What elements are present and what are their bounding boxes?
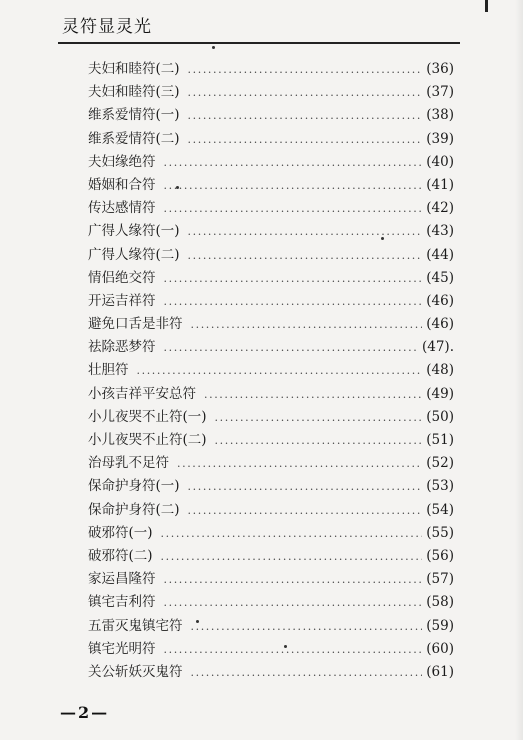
- toc-entry: [88, 243, 454, 266]
- toc-dot-leader: [191, 666, 423, 679]
- toc-entry-title: 避免口舌是非符: [88, 316, 183, 333]
- scan-speck: [284, 645, 287, 648]
- toc-entry-title: 维系爱情符(一): [88, 107, 180, 124]
- toc-entry-page: (43): [426, 223, 454, 240]
- toc-entry-page: (46): [426, 292, 454, 309]
- toc-entry-title: 夫妇和睦符(三): [88, 84, 180, 101]
- toc-entry: [88, 498, 454, 521]
- toc-entry-title: 五雷灭鬼镇宅符: [88, 617, 183, 634]
- toc-entry-title: 小儿夜哭不止符(二): [88, 432, 207, 448]
- toc-dot-leader: [204, 388, 422, 401]
- toc-entry-page: (38): [426, 107, 454, 124]
- toc-entry: [88, 614, 454, 637]
- toc-entry: [88, 127, 454, 150]
- toc-entry: [88, 637, 454, 660]
- toc-entry-page: (61): [426, 663, 454, 680]
- running-header-title: 灵符显灵光: [62, 17, 152, 37]
- toc-dot-leader: [188, 249, 423, 262]
- toc-entry-page: (41): [426, 176, 454, 193]
- toc-entry-page: (44): [426, 246, 454, 263]
- toc-dot-leader: [215, 434, 423, 447]
- toc-entry: [88, 289, 454, 312]
- scan-speck: [381, 237, 384, 240]
- toc-entry-title: 家运昌隆符: [88, 571, 156, 588]
- toc-entry-title: 治母乳不足符: [88, 455, 169, 472]
- toc-entry-title: 情侣绝交符: [88, 269, 156, 286]
- toc-entry-page: (39): [426, 130, 454, 147]
- toc-entry-title: 小孩吉祥平安总符: [88, 385, 196, 402]
- toc-dot-leader: [161, 527, 423, 540]
- toc-entry-page: (40): [426, 153, 454, 170]
- toc-dot-leader: [188, 86, 423, 99]
- page-edge-shade: [515, 0, 523, 740]
- toc-dot-leader: [177, 457, 422, 470]
- toc-dot-leader: [164, 643, 423, 656]
- toc-dot-leader: [161, 550, 423, 563]
- table-of-contents: [88, 57, 454, 683]
- toc-entry: [88, 544, 454, 567]
- toc-entry-page: (46): [426, 316, 454, 333]
- toc-entry: [88, 405, 454, 428]
- scan-speck: [196, 620, 199, 623]
- toc-entry-title: 壮胆符: [88, 362, 129, 379]
- toc-entry-page: (50): [426, 408, 454, 425]
- toc-entry: [88, 521, 454, 544]
- toc-dot-leader: [191, 318, 423, 331]
- toc-dot-leader: [191, 620, 423, 633]
- toc-entry: [88, 451, 454, 474]
- toc-entry: [88, 567, 454, 590]
- toc-entry: [88, 474, 454, 497]
- toc-entry-title: 关公斩妖灭鬼符: [88, 663, 183, 680]
- toc-entry-page: (48): [426, 362, 454, 379]
- toc-entry-page: (45): [426, 269, 454, 286]
- toc-entry: [88, 335, 454, 358]
- toc-entry: [88, 428, 454, 451]
- toc-entry-title: 传达感情符: [88, 200, 156, 217]
- toc-dot-leader: [164, 202, 423, 215]
- toc-entry-page: (59): [426, 617, 454, 634]
- toc-entry-page: (47).: [421, 339, 454, 356]
- toc-entry: [88, 196, 454, 219]
- toc-entry: [88, 590, 454, 613]
- toc-entry: [88, 358, 454, 381]
- toc-entry-title: 破邪符(二): [88, 547, 153, 564]
- toc-entry-title: 广得人缘符(二): [88, 246, 180, 263]
- toc-entry-title: 开运吉祥符: [88, 292, 156, 309]
- toc-dot-leader: [188, 63, 423, 76]
- toc-dot-leader: [215, 411, 423, 424]
- toc-dot-leader: [188, 480, 423, 493]
- toc-dot-leader: [137, 364, 423, 377]
- toc-entry-page: (57): [426, 571, 454, 588]
- toc-entry-page: (49): [426, 385, 454, 402]
- toc-dot-leader: [188, 225, 423, 238]
- toc-entry-page: (51): [426, 432, 454, 448]
- footer-page-number: —2—: [60, 703, 110, 722]
- toc-entry: [88, 80, 454, 103]
- toc-entry: [88, 57, 454, 80]
- toc-dot-leader: [164, 156, 423, 169]
- toc-dot-leader: [164, 272, 423, 285]
- toc-entry-title: 广得人缘符(一): [88, 223, 180, 240]
- toc-entry-title: 保命护身符(一): [88, 478, 180, 495]
- toc-dot-leader: [164, 573, 423, 586]
- toc-dot-leader: [188, 133, 423, 146]
- toc-entry-title: 祛除恶梦符: [88, 339, 156, 356]
- toc-entry-page: (56): [426, 547, 454, 564]
- toc-entry-title: 破邪符(一): [88, 524, 153, 541]
- toc-entry-page: (37): [426, 84, 454, 101]
- corner-mark: [485, 0, 488, 12]
- toc-entry-title: 夫妇和睦符(二): [88, 61, 180, 77]
- toc-dot-leader: [164, 341, 418, 354]
- toc-entry-page: (58): [426, 594, 454, 611]
- toc-entry: [88, 312, 454, 335]
- toc-dot-leader: [164, 596, 423, 609]
- toc-entry-title: 镇宅光明符: [88, 640, 156, 657]
- toc-entry-page: (52): [426, 455, 454, 472]
- toc-dot-leader: [188, 504, 423, 517]
- toc-dot-leader: [188, 109, 423, 122]
- toc-dot-leader: [164, 295, 423, 308]
- toc-entry: [88, 150, 454, 173]
- toc-entry: [88, 103, 454, 126]
- scan-speck: [212, 46, 215, 49]
- toc-entry: [88, 266, 454, 289]
- toc-entry-page: (60): [426, 640, 454, 657]
- toc-entry-page: (53): [426, 478, 454, 495]
- toc-entry: [88, 173, 454, 196]
- toc-entry: [88, 382, 454, 405]
- toc-entry-page: (54): [426, 501, 454, 518]
- toc-entry-title: 保命护身符(二): [88, 501, 180, 518]
- toc-entry: [88, 219, 454, 242]
- toc-entry-page: (36): [426, 61, 454, 77]
- scan-speck: [176, 186, 179, 189]
- header-rule: [58, 42, 460, 44]
- toc-dot-leader: [164, 179, 423, 192]
- toc-entry-title: 婚姻和合符: [88, 176, 156, 193]
- toc-entry-title: 维系爱情符(二): [88, 130, 180, 147]
- toc-entry-page: (55): [426, 524, 454, 541]
- toc-entry-title: 镇宅吉利符: [88, 594, 156, 611]
- toc-entry-page: (42): [426, 200, 454, 217]
- toc-entry: [88, 660, 454, 683]
- toc-entry-title: 小儿夜哭不止符(一): [88, 408, 207, 425]
- toc-entry-title: 夫妇缘绝符: [88, 153, 156, 170]
